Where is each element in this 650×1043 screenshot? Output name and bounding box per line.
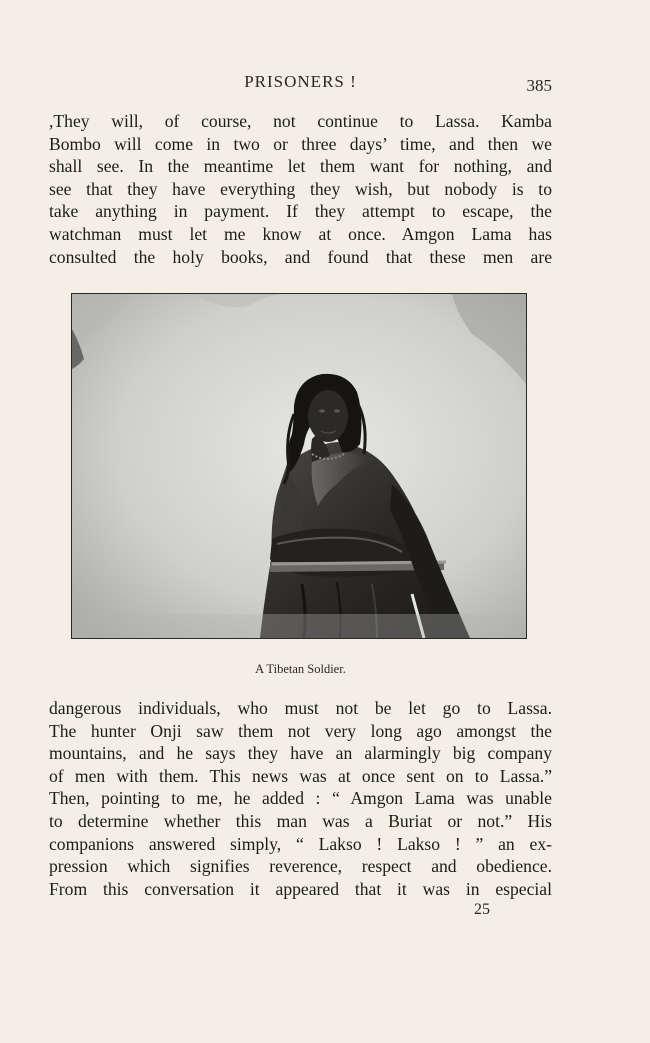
text-line: of men with them. This news was at once sent on to Lassa.”	[49, 765, 552, 786]
text-line: From this conversation it appeared that it was in especial	[49, 878, 552, 899]
text-line: shall see. In the meantime let them want for nothing, and	[49, 156, 552, 177]
text-line: Then, pointing to me, he added : “ Amgon Lama was unable	[49, 788, 552, 809]
page-header	[49, 72, 552, 96]
text-line: pression which signifies reverence, respect and obedience.	[49, 856, 552, 877]
text-line: take anything in payment. If they attempt to escape, the	[49, 201, 552, 222]
text-line: companions answered simply, “ Lakso ! Lakso ! ” an ex-	[49, 833, 552, 854]
text-line: mountains, and he says they have an alarmingly big company	[49, 743, 552, 764]
figure-caption: A Tibetan Soldier.	[255, 662, 346, 676]
text-line: watchman must let me know at once. Amgon Lama has	[49, 223, 552, 244]
text-line: The hunter Onji saw them not very long ago amongst the	[49, 720, 552, 741]
text-line: Bombo will come in two or three days’ time, and then we	[49, 133, 552, 154]
text-line: ,They will, of course, not continue to Lassa. Kamba	[49, 111, 552, 131]
text-line: dangerous individuals, who must not be let go to Lassa.	[49, 698, 552, 718]
text-line: see that they have everything they wish, but nobody is to	[49, 178, 552, 199]
paragraph-bottom	[49, 697, 552, 900]
photograph-tibetan-soldier	[71, 293, 527, 639]
text-line: consulted the holy books, and found that these men are	[49, 246, 552, 267]
text-line: to determine whether this man was a Buriat or not.” His	[49, 810, 552, 831]
paragraph-top	[49, 110, 552, 268]
page-number: 385	[526, 76, 552, 95]
running-head: PRISONERS !	[244, 72, 357, 91]
soldier-photo-illustration	[72, 294, 526, 638]
signature-mark: 25	[474, 901, 490, 918]
